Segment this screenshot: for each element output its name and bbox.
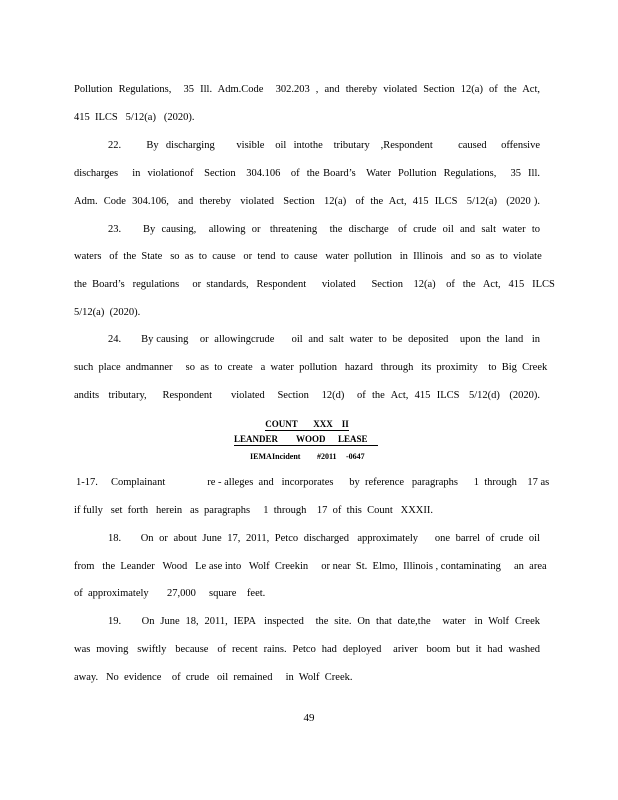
paragraph-23-line: waters of the State so as to cause or tend to cause water pollution in Illinois and so as to violate xyxy=(74,251,542,262)
paragraph-23-line: 5/12(a) (2020). xyxy=(74,307,141,318)
lease-heading-left: LEANDER xyxy=(234,434,279,444)
paragraph-18-line: of approximately 27,000 square feet. xyxy=(74,588,266,599)
paragraph-19-line: 19. On June 18, 2011, IEPA inspected the site. On that date,the water in Wolf Creek xyxy=(108,616,540,627)
paragraph-22-line: Adm. Code 304.106, and thereby violated Section 12(a) of the Act, 415 ILCS 5/12(a) (2020 ). xyxy=(74,196,540,207)
incident-year: #2011 xyxy=(317,452,337,461)
text-line: 415 ILCS 5/12(a) (2020). xyxy=(74,112,195,123)
incident-heading xyxy=(250,451,370,462)
paragraph-22-line: 22. By discharging visible oil intothe tributary ,Respondent caused offensive xyxy=(108,140,540,151)
paragraph-22-line: discharges in violationof Section 304.106 of the Board’s Water Pollution Regulations, 35 Ill. xyxy=(74,168,540,179)
paragraph-18-line: from the Leander Wood Le ase into Wolf Creekin or near St. Elmo, Illinois , contaminating an area xyxy=(74,561,547,572)
paragraph-18-line: 18. On or about June 17, 2011, Petco discharged approximately one barrel of crude oil xyxy=(108,533,540,544)
incident-agency: IEMA xyxy=(250,452,272,461)
paragraph-19-line: was moving swiftly because of recent rains. Petco had deployed ariver boom but it had washed xyxy=(74,644,540,655)
text-line: Pollution Regulations, 35 Ill. Adm.Code 302.203 , and thereby violated Section 12(a) of the Act, xyxy=(74,84,540,95)
lease-heading-right: LEASE xyxy=(338,434,368,444)
count-heading: COUNT XXX II xyxy=(265,419,349,429)
page-number: 49 xyxy=(303,712,315,724)
lease-heading xyxy=(234,434,378,446)
paragraph-19-line: away. No evidence of crude oil remained in Wolf Creek. xyxy=(74,672,353,683)
paragraph-1-17-line: if fully set forth herein as paragraphs 1 through 17 of this Count XXXII. xyxy=(74,505,433,516)
paragraph-23-line: the Board’s regulations or standards, Respondent violated Section 12(a) of the Act, 415 ILCS xyxy=(74,279,555,290)
paragraph-24-line: such place andmanner so as to create a water pollution hazard through its proximity to Big Creek xyxy=(74,362,548,373)
paragraph-23-line: 23. By causing, allowing or threatening the discharge of crude oil and salt water to xyxy=(108,224,540,235)
lease-heading-mid: WOOD xyxy=(296,434,326,444)
incident-number: -0647 xyxy=(346,452,365,461)
paragraph-24-line: andits tributary, Respondent violated Section 12(d) of the Act, 415 ILCS 5/12(d) (2020). xyxy=(74,390,540,401)
paragraph-1-17-line: 1-17. Complainant re - alleges and incorporates by reference paragraphs 1 through 17 as xyxy=(76,477,550,488)
paragraph-24-line: 24. By causing or allowingcrude oil and salt water to be deposited upon the land in xyxy=(108,334,540,345)
incident-label: Incident xyxy=(272,452,301,461)
